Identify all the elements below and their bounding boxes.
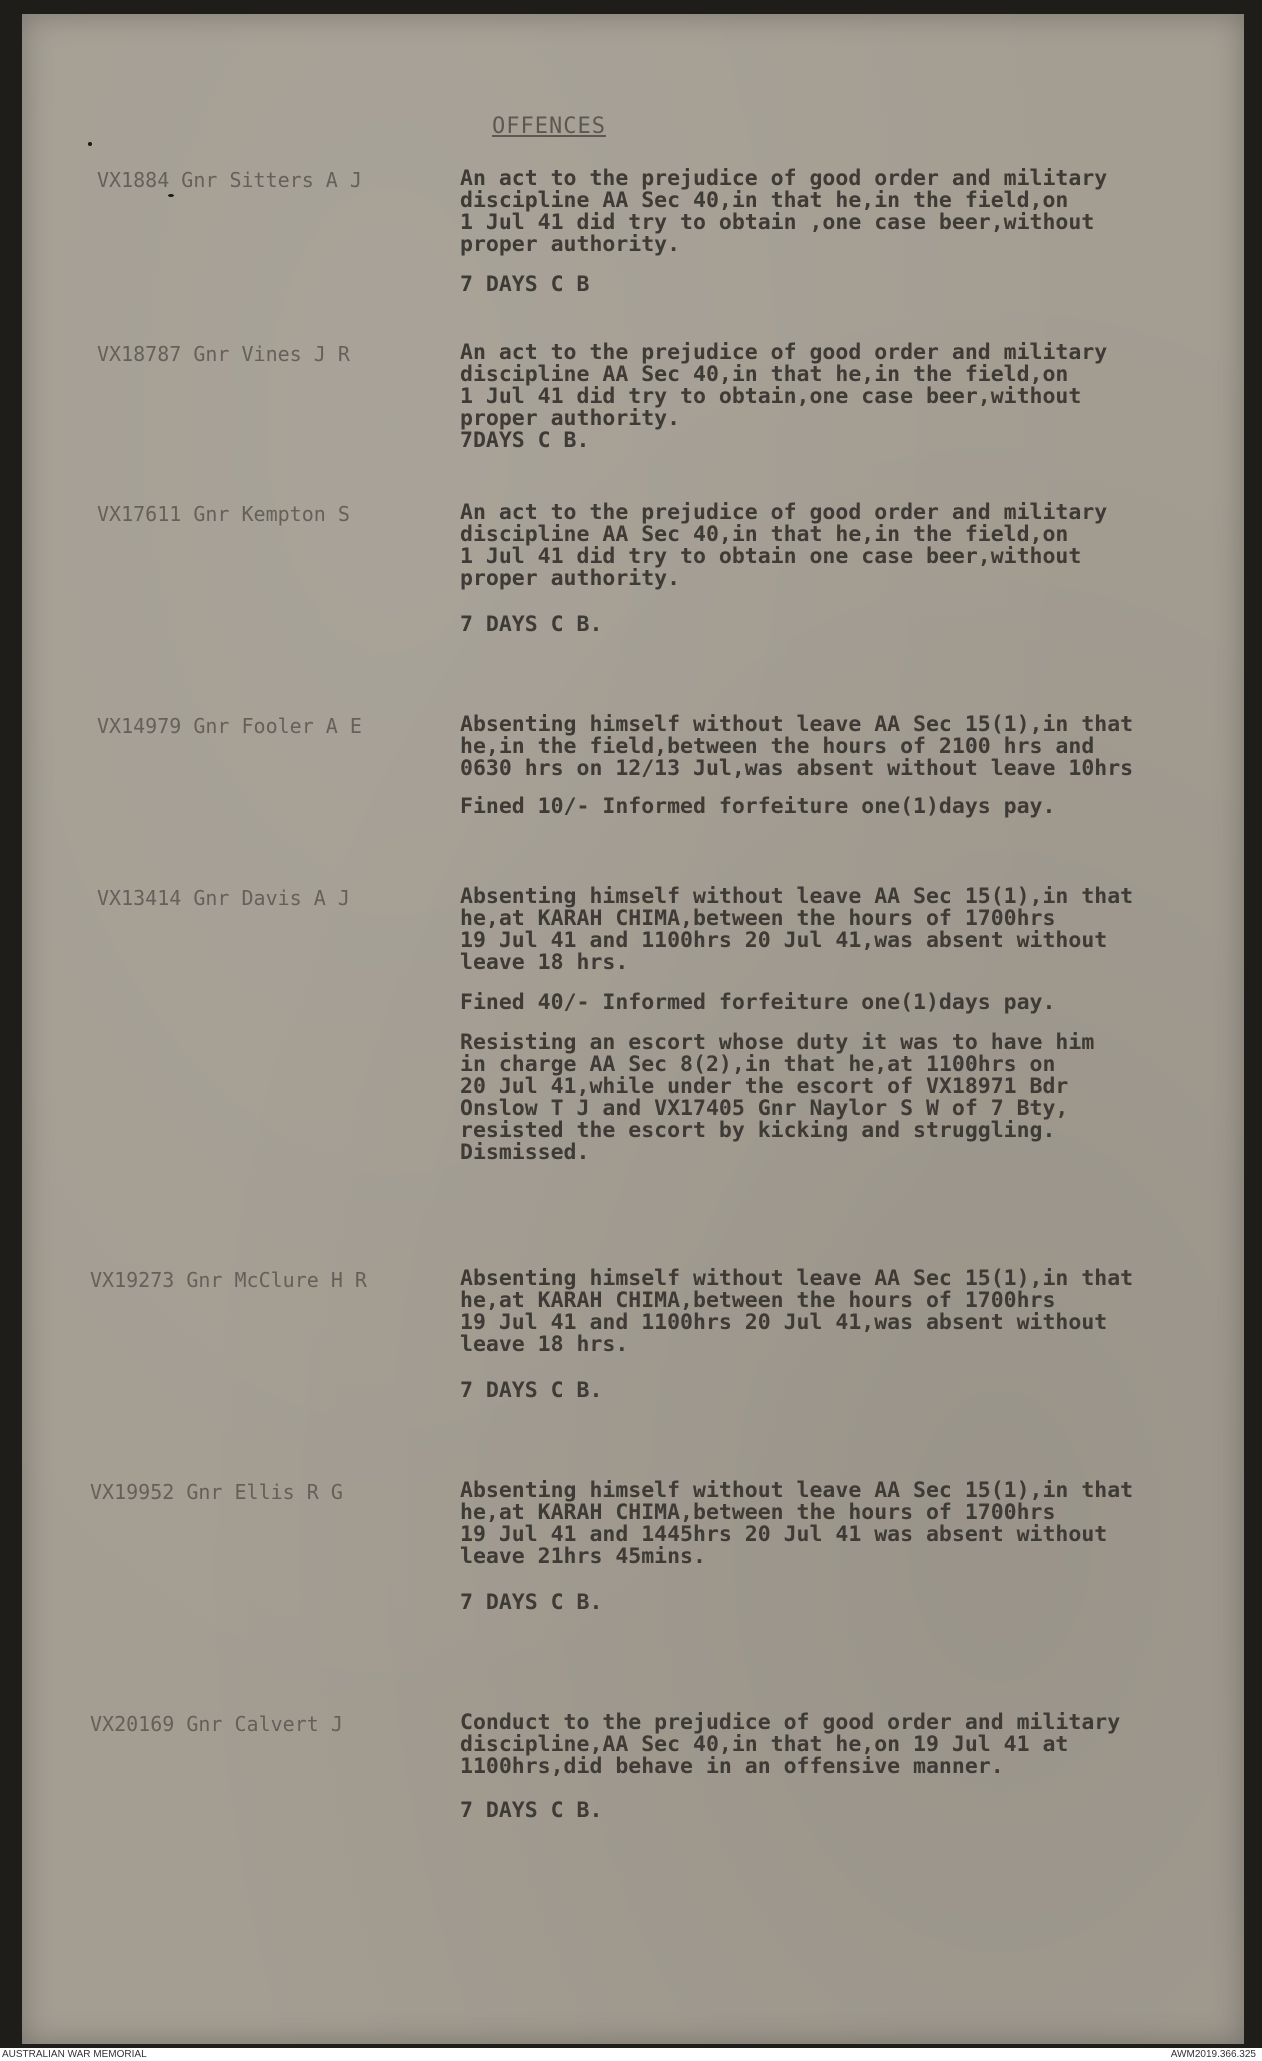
sentence-text: 7DAYS C B. <box>460 430 590 452</box>
offence-text <box>460 714 1235 818</box>
offence-text <box>460 1268 1235 1402</box>
offence-line: An act to the prejudice of good order and military <box>460 502 1108 524</box>
document-heading: OFFENCES <box>492 114 606 139</box>
offence-line: Conduct to the prejudice of good order and military <box>460 1712 1121 1734</box>
offence-line: leave 21hrs 45mins. <box>460 1546 706 1568</box>
offence-line: Onslow T J and VX17405 Gnr Naylor S W of 7 Bty, <box>460 1098 1069 1120</box>
offence-line: he,at KARAH CHIMA,between the hours of 1700hrs <box>460 1290 1056 1312</box>
offence-line: 20 Jul 41,while under the escort of VX18971 Bdr <box>460 1076 1069 1098</box>
offence-line: 19 Jul 41 and 1100hrs 20 Jul 41,was absent without <box>460 930 1108 952</box>
offence-line: discipline AA Sec 40,in that he,in the field,on <box>460 364 1069 386</box>
offence-line: he,at KARAH CHIMA,between the hours of 1700hrs <box>460 908 1056 930</box>
soldier-name: VX13414 Gnr Davis A J <box>97 886 350 910</box>
offence-line: he,in the field,between the hours of 2100 hrs and <box>460 736 1095 758</box>
offence-line: 19 Jul 41 and 1100hrs 20 Jul 41,was absent without <box>460 1312 1108 1334</box>
offence-line: leave 18 hrs. <box>460 1334 629 1356</box>
offence-line: An act to the prejudice of good order and military <box>460 342 1108 364</box>
sentence-text: Fined 10/- Informed forfeiture one(1)days pay. <box>460 796 1056 818</box>
archive-credit: AUSTRALIAN WAR MEMORIAL <box>2 2049 147 2060</box>
offence-text <box>460 168 1235 296</box>
offence-text <box>460 342 1235 452</box>
offence-line: discipline AA Sec 40,in that he,in the field,on <box>460 524 1069 546</box>
offence-line: he,at KARAH CHIMA,between the hours of 1700hrs <box>460 1502 1056 1524</box>
offence-line: leave 18 hrs. <box>460 952 629 974</box>
soldier-name: VX18787 Gnr Vines J R <box>97 342 350 366</box>
soldier-name: VX17611 Gnr Kempton S <box>97 502 350 526</box>
sentence-text: Fined 40/- Informed forfeiture one(1)days pay. <box>460 992 1056 1014</box>
offence-line: proper authority. <box>460 568 681 590</box>
soldier-name: VX20169 Gnr Calvert J <box>90 1712 343 1736</box>
archive-reference: AWM2019.366.325 <box>1170 2049 1256 2060</box>
sentence-text: 7 DAYS C B. <box>460 1380 603 1402</box>
sentence-text: 7 DAYS C B. <box>460 614 603 636</box>
offence-line: discipline,AA Sec 40,in that he,on 19 Jul 41 at <box>460 1734 1069 1756</box>
offence-text <box>460 886 1235 1164</box>
offence-line: Absenting himself without leave AA Sec 15(1),in that <box>460 886 1134 908</box>
offence-line: proper authority. <box>460 408 681 430</box>
offence-line: 1 Jul 41 did try to obtain one case beer,without <box>460 546 1082 568</box>
sentence-text: 7 DAYS C B <box>460 274 590 296</box>
offence-line: 0630 hrs on 12/13 Jul,was absent without leave 10hrs <box>460 758 1134 780</box>
offence-line: in charge AA Sec 8(2),in that he,at 1100hrs on <box>460 1054 1056 1076</box>
ink-mark <box>88 142 92 146</box>
offence-line: 1100hrs,did behave in an offensive manner. <box>460 1756 1004 1778</box>
soldier-name: VX19273 Gnr McClure H R <box>90 1268 367 1292</box>
offence-text <box>460 1480 1235 1614</box>
soldier-name: VX1884 Gnr Sitters A J <box>97 168 362 192</box>
offence-line: 19 Jul 41 and 1445hrs 20 Jul 41 was absent without <box>460 1524 1108 1546</box>
offence-text <box>460 1712 1235 1822</box>
offence-line: discipline AA Sec 40,in that he,in the field,on <box>460 190 1069 212</box>
ink-mark <box>168 194 174 197</box>
offence-text <box>460 502 1235 636</box>
offence-line: resisted the escort by kicking and struggling. <box>460 1120 1056 1142</box>
soldier-name: VX19952 Gnr Ellis R G <box>90 1480 343 1504</box>
offence-line: Absenting himself without leave AA Sec 15(1),in that <box>460 1480 1134 1502</box>
soldier-name: VX14979 Gnr Fooler A E <box>97 714 362 738</box>
offence-line: 1 Jul 41 did try to obtain ,one case beer,without <box>460 212 1095 234</box>
sentence-text: 7 DAYS C B. <box>460 1800 603 1822</box>
offence-line: Absenting himself without leave AA Sec 15(1),in that <box>460 714 1134 736</box>
sentence-text: Dismissed. <box>460 1142 590 1164</box>
sentence-text: 7 DAYS C B. <box>460 1592 603 1614</box>
offence-line: Resisting an escort whose duty it was to have him <box>460 1032 1095 1054</box>
offence-line: Absenting himself without leave AA Sec 15(1),in that <box>460 1268 1134 1290</box>
offence-line: An act to the prejudice of good order and military <box>460 168 1108 190</box>
offence-line: 1 Jul 41 did try to obtain,one case beer,without <box>460 386 1082 408</box>
document-page <box>22 14 1244 2044</box>
offence-line: proper authority. <box>460 234 681 256</box>
